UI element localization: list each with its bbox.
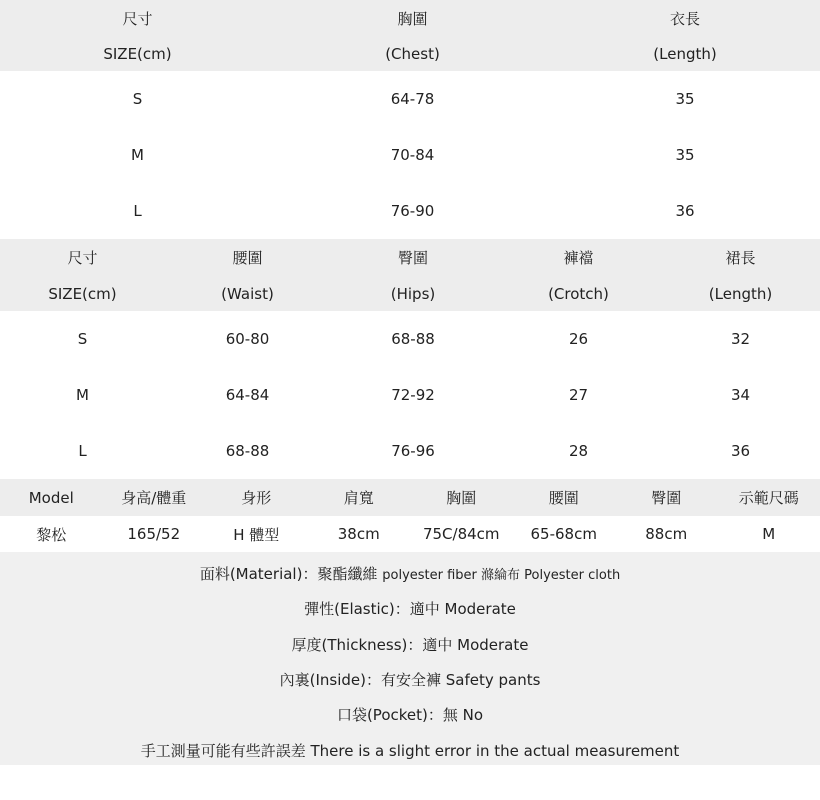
hips-cell: 68-88 [391, 330, 435, 348]
header-hips: 臀圍 [651, 489, 682, 507]
header-demo-size: 示範尺碼 [738, 489, 799, 507]
inside-line: 內裏(Inside)：有安全褲 Safety pants [279, 671, 541, 690]
header-hips-zh: 臀圍 [397, 249, 428, 267]
pocket-line: 口袋(Pocket)：無 No [336, 706, 484, 725]
header-size-zh: 尺寸 [122, 9, 153, 28]
size-cell: S [132, 90, 143, 108]
model-body-shape: H 體型 [233, 525, 280, 544]
size-cell: S [77, 330, 88, 348]
chest-cell: 76-90 [390, 202, 435, 220]
header-height-weight: 身高/體重 [121, 489, 187, 507]
bottom-header-row-en [0, 276, 820, 311]
size-cell: M [131, 146, 144, 164]
header-size-en: SIZE(cm) [103, 44, 172, 63]
model-height-weight: 165/52 [127, 525, 181, 543]
model-shoulder: 38cm [337, 525, 380, 543]
material-detail: polyester fiber 滌綸布 Polyester cloth [382, 568, 621, 584]
header-body-shape: 身形 [241, 489, 272, 507]
model-demo-size: M [762, 525, 776, 543]
length-cell: 34 [730, 386, 751, 404]
header-waist-zh: 腰圍 [232, 249, 263, 267]
header-crotch-en: (Crotch) [548, 284, 609, 303]
chest-cell: 70-84 [390, 146, 435, 164]
bottom-header-row-zh [0, 239, 820, 276]
crotch-cell: 27 [568, 386, 589, 404]
header-waist: 腰圍 [548, 489, 579, 507]
model-table [0, 479, 820, 552]
length-cell: 36 [730, 442, 751, 460]
waist-cell: 60-80 [225, 330, 270, 348]
product-info [0, 552, 820, 765]
chest-cell: 64-78 [390, 90, 435, 108]
crotch-cell: 28 [568, 442, 589, 460]
waist-cell: 64-84 [225, 386, 270, 404]
table-row [0, 423, 820, 479]
thickness-line: 厚度(Thickness)：適中 Moderate [291, 635, 529, 654]
table-row [0, 367, 820, 423]
header-model: Model [28, 488, 74, 507]
hips-cell: 72-92 [391, 386, 435, 404]
model-waist: 65-68cm [530, 525, 597, 543]
length-cell: 35 [675, 90, 695, 108]
header-length-en: (Length) [708, 284, 773, 303]
header-crotch-zh: 褲襠 [563, 249, 594, 267]
model-values-row [0, 516, 820, 552]
bottom-size-table [0, 239, 820, 479]
crotch-cell: 26 [568, 330, 589, 348]
table-row [0, 127, 820, 183]
header-length-zh: 裙長 [725, 249, 756, 267]
table-row [0, 183, 820, 239]
size-cell: L [133, 202, 142, 220]
header-waist-en: (Waist) [221, 284, 274, 303]
material-label: 面料(Material)：聚酯纖維 [199, 565, 378, 584]
top-header-row-zh [0, 0, 820, 36]
material-line [0, 556, 820, 591]
model-chest: 75C/84cm [422, 525, 500, 543]
top-header-row-en [0, 36, 820, 71]
header-size-zh: 尺寸 [67, 249, 98, 267]
top-size-table [0, 0, 820, 239]
header-size-en: SIZE(cm) [48, 284, 117, 303]
size-cell: M [76, 386, 89, 404]
header-chest: 胸圍 [446, 489, 477, 507]
table-row [0, 71, 820, 127]
size-cell: L [78, 442, 87, 460]
header-chest-en: (Chest) [385, 44, 440, 63]
header-chest-zh: 胸圍 [397, 9, 428, 28]
header-hips-en: (Hips) [390, 284, 436, 303]
header-shoulder: 肩寬 [343, 489, 374, 507]
length-cell: 35 [675, 146, 695, 164]
model-name: 黎松 [36, 525, 67, 544]
header-length-en: (Length) [653, 44, 717, 63]
measurement-note: 手工測量可能有些許誤差 There is a slight error in the actual measurement [140, 741, 680, 760]
model-header-row [0, 479, 820, 516]
hips-cell: 76-96 [391, 442, 435, 460]
length-cell: 36 [675, 202, 695, 220]
header-length-zh: 衣長 [669, 9, 700, 28]
waist-cell: 68-88 [225, 442, 270, 460]
elastic-line: 彈性(Elastic)：適中 Moderate [304, 600, 516, 619]
model-hips: 88cm [645, 525, 688, 543]
length-cell: 32 [730, 330, 751, 348]
table-row [0, 311, 820, 367]
